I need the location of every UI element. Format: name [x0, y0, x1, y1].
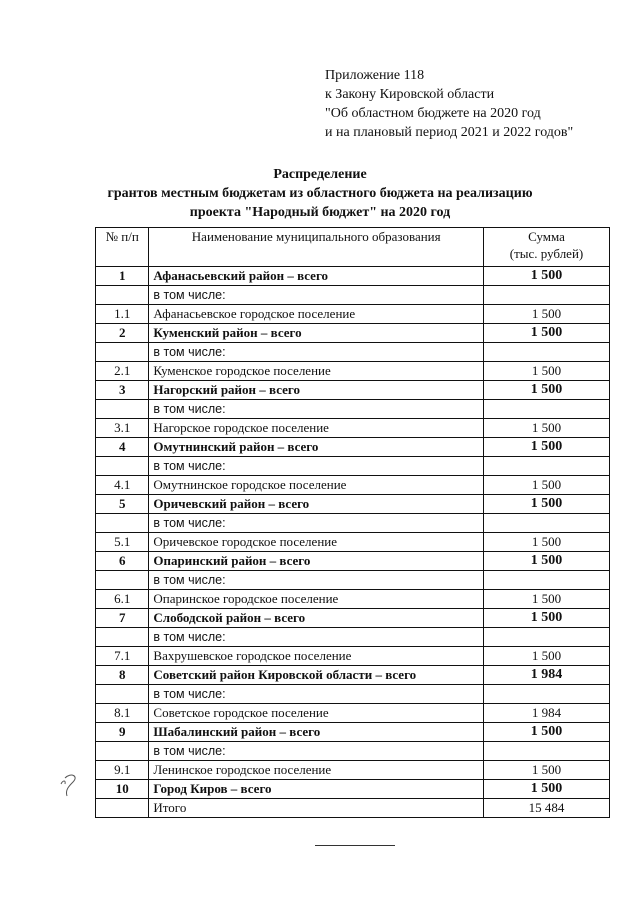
table-row: [96, 685, 610, 704]
row-sum: 1 500: [484, 381, 610, 400]
row-sum: 1 500: [484, 552, 610, 571]
row-number: 3: [96, 381, 149, 400]
table-row: [96, 438, 610, 457]
table-row: [96, 647, 610, 666]
row-sum: 1 500: [484, 780, 610, 799]
row-sum: 1 500: [484, 438, 610, 457]
row-number: 3.1: [96, 419, 149, 438]
header-sum-line1: Сумма: [528, 229, 565, 244]
table-row: [96, 514, 610, 533]
table-row: [96, 761, 610, 780]
row-name: в том числе:: [149, 286, 484, 305]
table-row: [96, 628, 610, 647]
pen-mark-icon: [57, 770, 83, 798]
row-sum: 1 500: [484, 476, 610, 495]
row-sum: 1 984: [484, 704, 610, 723]
row-number: [96, 628, 149, 647]
row-sum: 1 984: [484, 666, 610, 685]
row-name: Опаринское городское поселение: [149, 590, 484, 609]
table-row: [96, 799, 610, 818]
table-header-row: [96, 228, 610, 267]
row-number: [96, 457, 149, 476]
table-row: [96, 419, 610, 438]
row-number: 4.1: [96, 476, 149, 495]
table-row: [96, 324, 610, 343]
bottom-divider: [315, 845, 395, 846]
row-number: [96, 286, 149, 305]
table-row: [96, 476, 610, 495]
table-row: [96, 267, 610, 286]
row-number: [96, 343, 149, 362]
row-number: [96, 400, 149, 419]
row-number: 4: [96, 438, 149, 457]
row-number: [96, 742, 149, 761]
row-number: 1: [96, 267, 149, 286]
row-name: в том числе:: [149, 343, 484, 362]
row-number: [96, 571, 149, 590]
row-sum: [484, 400, 610, 419]
row-sum: 1 500: [484, 362, 610, 381]
table-body: [96, 267, 610, 818]
row-sum: 1 500: [484, 761, 610, 780]
row-number: 9: [96, 723, 149, 742]
row-sum: 1 500: [484, 647, 610, 666]
appendix-line: и на плановый период 2021 и 2022 годов": [325, 125, 574, 140]
row-sum: [484, 286, 610, 305]
row-sum: 1 500: [484, 324, 610, 343]
row-name: Нагорское городское поселение: [149, 419, 484, 438]
row-name: Опаринский район – всего: [149, 552, 484, 571]
row-name: Итого: [149, 799, 484, 818]
row-sum: [484, 343, 610, 362]
title-line: проекта "Народный бюджет" на 2020 год: [189, 205, 451, 220]
document-title: [0, 165, 640, 222]
row-name: Афанасьевский район – всего: [149, 267, 484, 286]
table-row: [96, 742, 610, 761]
row-sum: 1 500: [484, 723, 610, 742]
row-name: Город Киров – всего: [149, 780, 484, 799]
row-name: Оричевский район – всего: [149, 495, 484, 514]
table-row: [96, 286, 610, 305]
grants-table: [95, 227, 610, 818]
table-row: [96, 457, 610, 476]
header-sum-line2: (тыс. рублей): [509, 246, 584, 261]
row-number: 1.1: [96, 305, 149, 324]
appendix-line: "Об областном бюджете на 2020 год: [325, 106, 541, 121]
row-number: 5: [96, 495, 149, 514]
table-row: [96, 381, 610, 400]
table-row: [96, 362, 610, 381]
table-row: [96, 495, 610, 514]
row-name: в том числе:: [149, 400, 484, 419]
row-name: Куменский район – всего: [149, 324, 484, 343]
row-name: в том числе:: [149, 571, 484, 590]
row-name: в том числе:: [149, 685, 484, 704]
row-number: 2.1: [96, 362, 149, 381]
row-number: 10: [96, 780, 149, 799]
row-sum: [484, 742, 610, 761]
row-name: Вахрушевское городское поселение: [149, 647, 484, 666]
title-line: грантов местным бюджетам из областного бюджета на реализацию: [107, 186, 533, 201]
row-name: Ленинское городское поселение: [149, 761, 484, 780]
row-number: 8: [96, 666, 149, 685]
table-row: [96, 780, 610, 799]
table-row: [96, 590, 610, 609]
row-name: Куменское городское поселение: [149, 362, 484, 381]
row-number: 6.1: [96, 590, 149, 609]
row-sum: 1 500: [484, 609, 610, 628]
row-name: в том числе:: [149, 457, 484, 476]
row-name: Шабалинский район – всего: [149, 723, 484, 742]
row-name: Омутнинский район – всего: [149, 438, 484, 457]
row-number: 2: [96, 324, 149, 343]
row-name: в том числе:: [149, 514, 484, 533]
row-name: в том числе:: [149, 742, 484, 761]
row-name: Афанасьевское городское поселение: [149, 305, 484, 324]
row-name: в том числе:: [149, 628, 484, 647]
row-number: 9.1: [96, 761, 149, 780]
row-sum: [484, 457, 610, 476]
row-name: Нагорский район – всего: [149, 381, 484, 400]
table-row: [96, 552, 610, 571]
title-line: Распределение: [273, 167, 367, 182]
appendix-header: [325, 66, 573, 142]
table-row: [96, 343, 610, 362]
row-sum: [484, 628, 610, 647]
table-row: [96, 400, 610, 419]
table-row: [96, 571, 610, 590]
row-number: 5.1: [96, 533, 149, 552]
row-name: Слободской район – всего: [149, 609, 484, 628]
table-row: [96, 666, 610, 685]
row-number: 7: [96, 609, 149, 628]
header-sum: [484, 228, 610, 267]
row-number: 6: [96, 552, 149, 571]
header-name: Наименование муниципального образования: [149, 228, 484, 267]
appendix-line: Приложение 118: [325, 68, 425, 83]
row-sum: 1 500: [484, 495, 610, 514]
appendix-line: к Закону Кировской области: [325, 87, 495, 102]
table-row: [96, 723, 610, 742]
table-row: [96, 704, 610, 723]
header-num: № п/п: [96, 228, 149, 267]
row-number: 8.1: [96, 704, 149, 723]
row-sum: 1 500: [484, 305, 610, 324]
row-sum: 1 500: [484, 419, 610, 438]
row-sum: [484, 571, 610, 590]
row-number: [96, 799, 149, 818]
row-name: Оричевское городское поселение: [149, 533, 484, 552]
table-row: [96, 609, 610, 628]
table-row: [96, 533, 610, 552]
table-row: [96, 305, 610, 324]
row-sum: [484, 514, 610, 533]
row-sum: [484, 685, 610, 704]
row-name: Омутнинское городское поселение: [149, 476, 484, 495]
row-name: Советское городское поселение: [149, 704, 484, 723]
row-sum: 1 500: [484, 267, 610, 286]
row-number: [96, 685, 149, 704]
row-sum: 1 500: [484, 533, 610, 552]
row-name: Советский район Кировской области – всего: [149, 666, 484, 685]
row-number: 7.1: [96, 647, 149, 666]
row-sum: 1 500: [484, 590, 610, 609]
row-number: [96, 514, 149, 533]
row-sum: 15 484: [484, 799, 610, 818]
